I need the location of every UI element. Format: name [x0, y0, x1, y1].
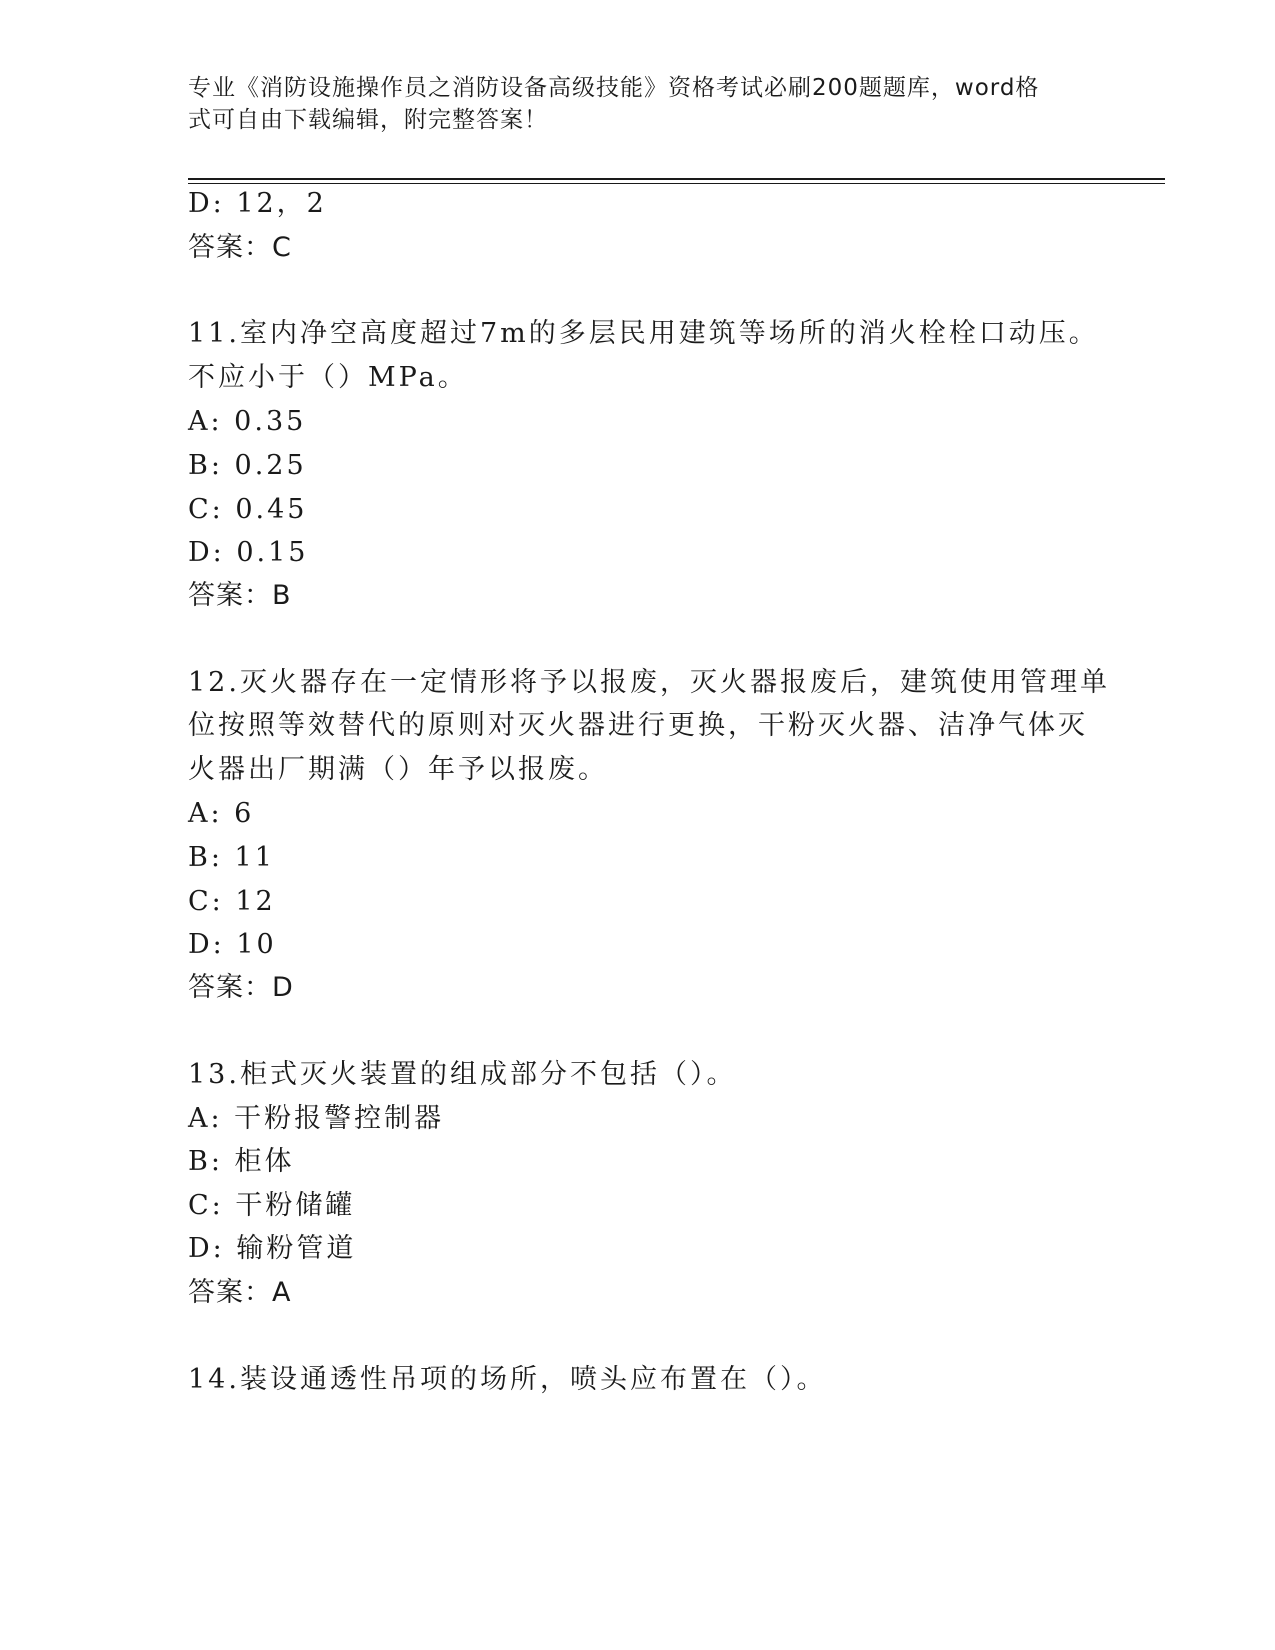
q13-option-a: A: 干粉报警控制器 [188, 1103, 445, 1134]
header-title-line-2: 式可自由下载编辑，附完整答案！ [188, 107, 548, 133]
q12-stem-line-2: 位按照等效替代的原则对灭火器进行更换，干粉灭火器、洁净气体灭 [188, 710, 1088, 741]
header-divider-thin [188, 183, 1165, 184]
prev-option-d: D: 12，2 [188, 188, 327, 219]
q11-option-d: D: 0.15 [188, 537, 309, 568]
q13-stem-line-1: 13.柜式灭火装置的组成部分不包括（）。 [188, 1059, 737, 1090]
q11-option-c: C: 0.45 [188, 494, 308, 525]
q12-option-b: B: 11 [188, 842, 275, 873]
document-header [188, 72, 1068, 136]
q13-option-b: B: 柜体 [188, 1146, 295, 1177]
q11-stem-line-2: 不应小于（）MPa。 [188, 362, 468, 393]
q13-answer: 答案：A [188, 1277, 292, 1308]
q12-option-d: D: 10 [188, 929, 277, 960]
q12-stem-line-3: 火器出厂期满（）年予以报废。 [188, 754, 608, 785]
q11-answer: 答案：B [188, 580, 292, 611]
header-divider-thick [188, 178, 1165, 180]
header-title-line-1: 专业《消防设施操作员之消防设备高级技能》资格考试必刷200题题库，word格 [188, 75, 1040, 101]
q12-option-a: A: 6 [188, 798, 255, 829]
q11-stem-line-1: 11.室内净空高度超过7m的多层民用建筑等场所的消火栓栓口动压。 [188, 318, 1099, 349]
q12-answer: 答案：D [188, 972, 294, 1003]
q13-option-c: C: 干粉储罐 [188, 1190, 356, 1221]
q14-stem-line-1: 14.装设通透性吊项的场所，喷头应布置在（）。 [188, 1364, 827, 1395]
q12-stem-line-1: 12.灭火器存在一定情形将予以报废，灭火器报废后，建筑使用管理单 [188, 667, 1110, 698]
q13-option-d: D: 输粉管道 [188, 1233, 357, 1264]
q12-option-c: C: 12 [188, 886, 276, 917]
q11-option-b: B: 0.25 [188, 450, 307, 481]
q11-option-a: A: 0.35 [188, 406, 307, 437]
prev-answer: 答案：C [188, 232, 292, 263]
